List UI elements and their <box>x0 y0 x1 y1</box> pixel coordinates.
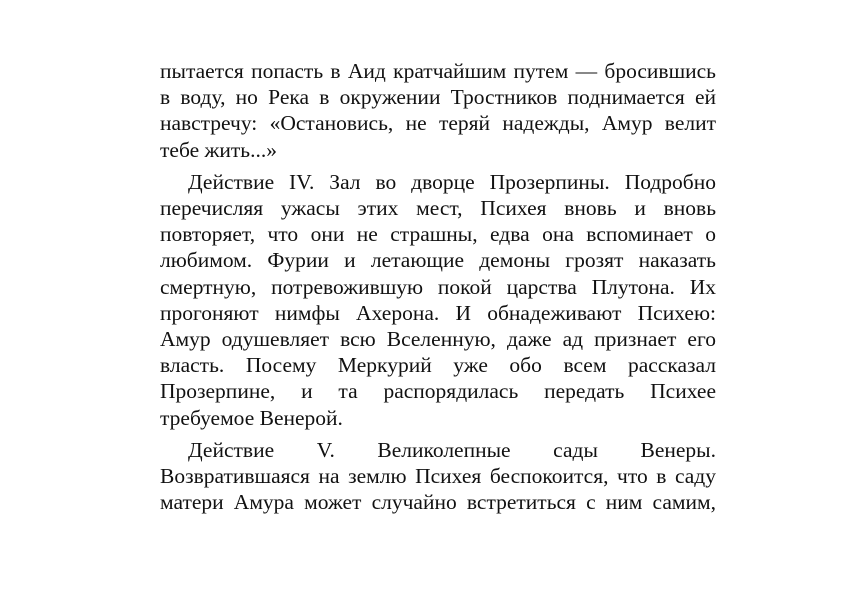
text-line: любимом. Фурии и летающие демоны грозят наказать <box>160 248 716 273</box>
text-line: Действие V. Великолепные сады Венеры. <box>188 437 716 462</box>
text-line: Прозерпине, и та распорядилась передать Психее <box>160 379 716 404</box>
text-line: навстречу: «Остановись, не теряй надежды, Амур велит <box>160 111 716 136</box>
text-line: матери Амура может случайно встретиться с ним самим, <box>160 490 716 515</box>
document-page <box>160 58 716 521</box>
text-line: перечисляя ужасы этих мест, Психея вновь и вновь <box>160 196 716 221</box>
paragraph-1 <box>160 58 716 163</box>
text-line: требуемое Венерой. <box>160 405 343 430</box>
text-line: тебе жить...» <box>160 137 277 162</box>
text-line: повторяет, что они не страшны, едва она вспоминает о <box>160 222 716 247</box>
paragraph-2 <box>160 169 716 431</box>
text-line: в воду, но Река в окружении Тростников поднимается ей <box>160 85 716 110</box>
text-line: пытается попасть в Аид кратчайшим путем — бросившись <box>160 59 716 83</box>
text-line: Возвратившаяся на землю Психея беспокоится, что в саду <box>160 464 716 489</box>
text-line: смертную, потревожившую покой царства Плутона. Их <box>160 274 716 299</box>
paragraph-3 <box>160 437 716 516</box>
text-line: Амур одушевляет всю Вселенную, даже ад признает его <box>160 327 716 352</box>
text-line: прогоняют нимфы Ахерона. И обнадеживают Психею: <box>160 300 716 325</box>
text-line: власть. Посему Меркурий уже обо всем рассказал <box>160 353 716 378</box>
text-line: Действие IV. Зал во дворце Прозерпины. Подробно <box>188 169 716 194</box>
